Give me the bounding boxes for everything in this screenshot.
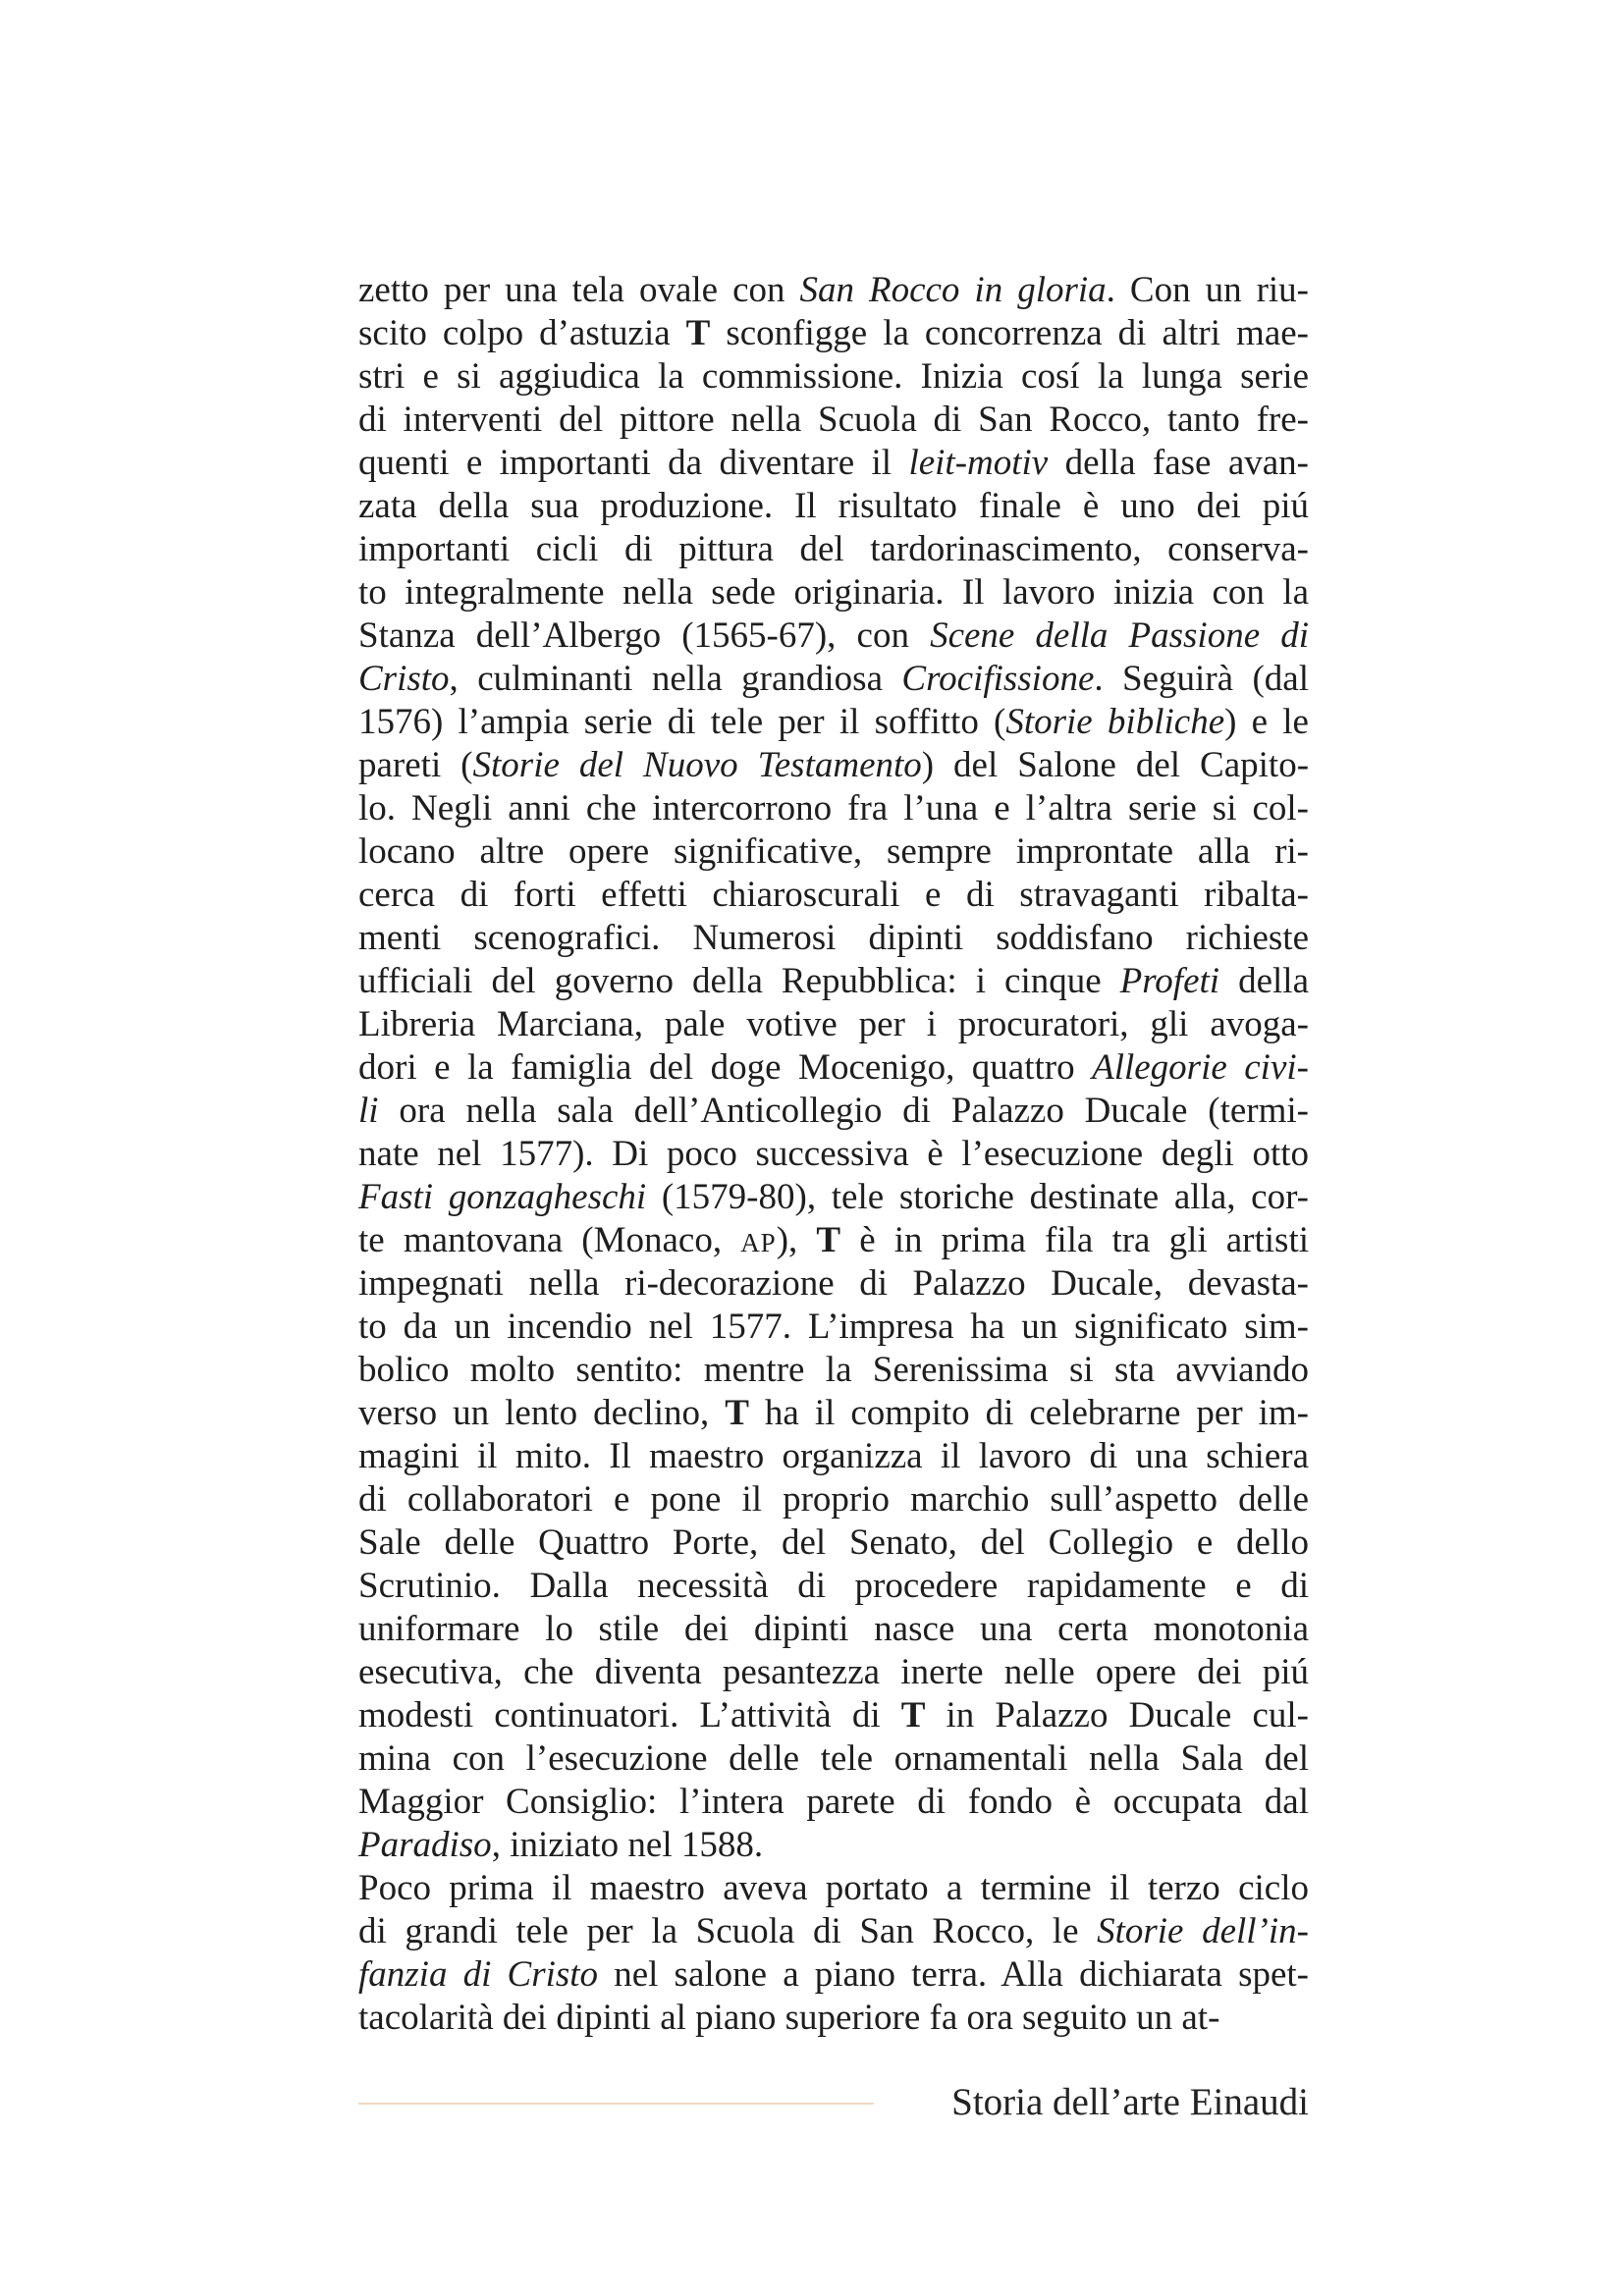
- text-line: [358, 1003, 1309, 1046]
- text-line: [358, 658, 1309, 701]
- italic-text: li: [358, 1091, 379, 1131]
- text-segment: menti scenografici. Numerosi dipinti soddisfano richieste: [358, 918, 1309, 958]
- text-segment: scito colpo d’astuzia: [358, 313, 686, 353]
- italic-text: Crocifissione: [901, 659, 1095, 699]
- text-line: [358, 1219, 1309, 1262]
- italic-text: Fasti gonzagheschi: [358, 1177, 647, 1217]
- text-segment: è in prima fila tra gli artisti: [840, 1220, 1310, 1260]
- italic-text: San Rocco in gloria: [799, 270, 1107, 310]
- text-line: [358, 1910, 1309, 1953]
- text-segment: impegnati nella ri-decorazione di Palazzo Ducale, devasta-: [358, 1263, 1309, 1304]
- text-line: [358, 1046, 1309, 1090]
- text-segment: verso un lento declino,: [358, 1393, 726, 1433]
- text-segment: mina con l’esecuzione delle tele ornamentali nella Sala del: [358, 1738, 1309, 1779]
- text-line: [358, 874, 1309, 917]
- body-text: [358, 269, 1309, 2040]
- bold-abbreviation: T: [685, 313, 711, 353]
- footer-rule: [358, 2103, 874, 2105]
- text-line: [358, 571, 1309, 614]
- text-line: [358, 1737, 1309, 1781]
- text-segment: nate nel 1577). Di poco successiva è l’esecuzione degli otto: [358, 1134, 1309, 1174]
- text-segment: to integralmente nella sede originaria. Il lavoro inizia con la: [358, 572, 1309, 613]
- text-line: [358, 787, 1309, 830]
- text-segment: lo. Negli anni che intercorrono fra l’una e l’altra serie si col-: [358, 788, 1309, 828]
- text-segment: ) del Salone del Capito-: [921, 745, 1310, 785]
- text-line: [358, 1133, 1309, 1176]
- text-line: [358, 269, 1309, 312]
- text-line: [358, 355, 1309, 399]
- text-line: [358, 1176, 1309, 1219]
- text-line: [358, 1306, 1309, 1349]
- text-line: [358, 1953, 1309, 1997]
- text-segment: ora nella sala dell’Anticollegio di Palazzo Ducale (termi-: [378, 1091, 1309, 1131]
- text-segment: in Palazzo Ducale cul-: [925, 1695, 1309, 1735]
- text-segment: , culminanti nella grandiosa: [449, 659, 902, 699]
- text-segment: nel salone a piano terra. Alla dichiarata spet-: [598, 1954, 1309, 1995]
- italic-text: Storie del Nuovo Testamento: [472, 745, 922, 785]
- text-segment: pareti (: [358, 745, 473, 785]
- italic-text: Cristo: [358, 659, 450, 699]
- text-line: [358, 528, 1309, 571]
- text-segment: . Con un riu-: [1106, 270, 1309, 310]
- bold-abbreviation: T: [900, 1695, 926, 1735]
- text-segment: to da un incendio nel 1577. L’impresa ha un significato sim-: [358, 1307, 1309, 1347]
- text-line: [358, 442, 1309, 485]
- text-segment: Stanza dell’Albergo (1565-67), con: [358, 615, 931, 656]
- bold-abbreviation: T: [816, 1220, 841, 1260]
- text-segment: sconfigge la concorrenza di altri mae-: [710, 313, 1309, 353]
- text-segment: quenti e importanti da diventare il: [358, 443, 909, 483]
- small-caps-abbreviation: AP: [740, 1228, 777, 1257]
- text-segment: di grandi tele per la Scuola di San Rocco, le: [358, 1911, 1098, 1951]
- text-segment: modesti continuatori. L’attività di: [358, 1695, 901, 1735]
- text-segment: tacolarità dei dipinti al piano superiore fa ora seguito un at-: [358, 1998, 1220, 2038]
- text-line: [358, 485, 1309, 528]
- text-segment: cerca di forti effetti chiaroscurali e di stravaganti ribalta-: [358, 875, 1309, 915]
- text-segment: uniformare lo stile dei dipinti nasce una certa monotonia: [358, 1609, 1309, 1649]
- text-line: [358, 1522, 1309, 1565]
- text-segment: di collaboratori e pone il proprio marchio sull’aspetto delle: [358, 1479, 1309, 1520]
- text-line: [358, 1565, 1309, 1608]
- italic-text: leit-motiv: [908, 443, 1049, 483]
- italic-text: fanzia di Cristo: [358, 1954, 599, 1995]
- text-line: [358, 917, 1309, 960]
- italic-text: Storie dell’in-: [1097, 1911, 1309, 1951]
- text-line: [358, 1867, 1309, 1910]
- text-segment: zata della sua produzione. Il risultato finale è uno dei piú: [358, 486, 1309, 526]
- text-segment: importanti cicli di pittura del tardorinascimento, conserva-: [358, 529, 1309, 569]
- italic-text: Storie bibliche: [1005, 702, 1225, 742]
- text-segment: ufficiali del governo della Repubblica: i cinque: [358, 961, 1120, 1001]
- text-segment: zetto per una tela ovale con: [358, 270, 800, 310]
- text-segment: ),: [776, 1220, 817, 1260]
- text-segment: Poco prima il maestro aveva portato a termine il terzo ciclo: [358, 1868, 1309, 1908]
- text-segment: stri e si aggiudica la commissione. Inizia cosí la lunga serie: [358, 356, 1309, 397]
- text-line: [358, 1435, 1309, 1478]
- text-line: [358, 1349, 1309, 1392]
- italic-text: Paradiso: [358, 1825, 492, 1865]
- italic-text: Profeti: [1119, 961, 1220, 1001]
- text-line: [358, 1262, 1309, 1306]
- text-line: [358, 830, 1309, 874]
- text-segment: della fase avan-: [1048, 443, 1309, 483]
- text-segment: . Seguirà (dal: [1094, 659, 1309, 699]
- text-segment: della: [1219, 961, 1309, 1001]
- text-line: [358, 1997, 1309, 2040]
- italic-text: Allegorie civi-: [1092, 1047, 1309, 1088]
- text-segment: 1576) l’ampia serie di tele per il soffitto (: [358, 702, 1006, 742]
- text-segment: Sale delle Quattro Porte, del Senato, del Collegio e dello: [358, 1522, 1309, 1563]
- text-segment: ) e le: [1224, 702, 1309, 742]
- text-line: [358, 1651, 1309, 1694]
- footer-title: Storia dell’arte Einaudi: [951, 2081, 1309, 2123]
- text-segment: Maggior Consiglio: l’intera parete di fondo è occupata dal: [358, 1782, 1309, 1822]
- text-line: [358, 1824, 1309, 1867]
- text-segment: dori e la famiglia del doge Mocenigo, quattro: [358, 1047, 1093, 1088]
- text-line: [358, 960, 1309, 1003]
- text-segment: locano altre opere significative, sempre improntate alla ri-: [358, 831, 1309, 872]
- text-segment: di interventi del pittore nella Scuola di San Rocco, tanto fre-: [358, 400, 1309, 440]
- text-line: [358, 1478, 1309, 1522]
- text-segment: Scrutinio. Dalla necessità di procedere rapidamente e di: [358, 1566, 1309, 1606]
- text-line: [358, 399, 1309, 442]
- text-segment: magini il mito. Il maestro organizza il lavoro di una schiera: [358, 1436, 1309, 1476]
- text-segment: te mantovana (Monaco,: [358, 1220, 741, 1260]
- text-segment: , iniziato nel 1588.: [491, 1825, 764, 1865]
- text-line: [358, 1090, 1309, 1133]
- text-segment: Libreria Marciana, pale votive per i procuratori, gli avoga-: [358, 1004, 1309, 1044]
- text-line: [358, 312, 1309, 355]
- text-segment: ha il compito di celebrarne per im-: [748, 1393, 1310, 1433]
- text-line: [358, 1608, 1309, 1651]
- text-segment: (1579-80), tele storiche destinate alla, cor-: [646, 1177, 1309, 1217]
- text-line: [358, 1694, 1309, 1737]
- text-line: [358, 614, 1309, 658]
- text-line: [358, 701, 1309, 744]
- text-line: [358, 1781, 1309, 1824]
- italic-text: Scene della Passione di: [930, 615, 1310, 656]
- text-line: [358, 1392, 1309, 1435]
- text-segment: esecutiva, che diventa pesantezza inerte nelle opere dei piú: [358, 1652, 1309, 1692]
- text-line: [358, 744, 1309, 787]
- bold-abbreviation: T: [725, 1393, 749, 1433]
- text-segment: bolico molto sentito: mentre la Serenissima si sta avviando: [358, 1350, 1309, 1390]
